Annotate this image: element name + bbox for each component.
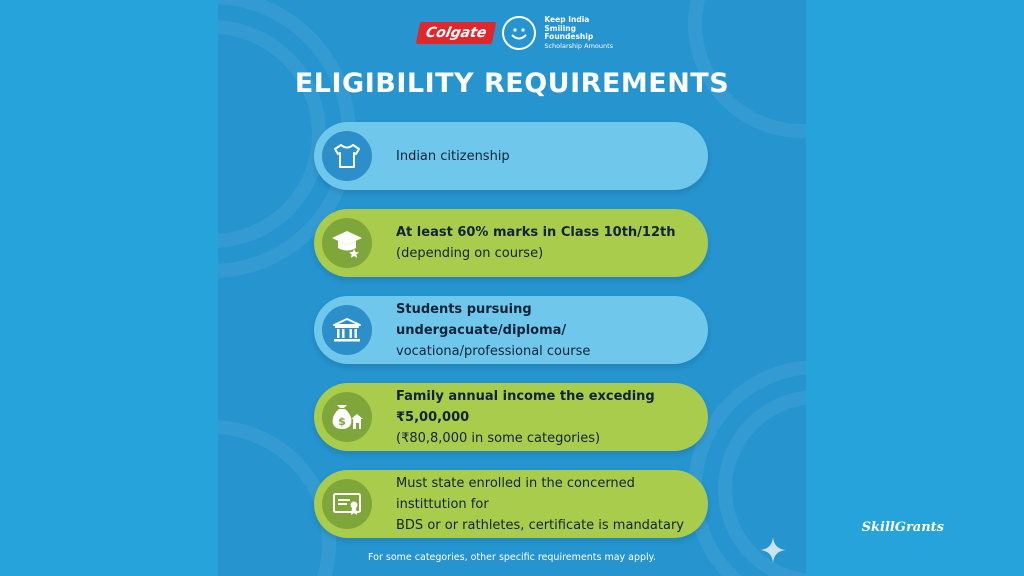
tagline-line: Smiling (544, 23, 576, 33)
decorative-arc (688, 360, 806, 576)
requirement-line: vocationa/professional course (396, 343, 591, 359)
sparkle-icon (759, 536, 787, 564)
requirement-text (396, 470, 696, 538)
requirement-card-citizenship (314, 122, 708, 190)
requirement-card-course (314, 296, 708, 364)
foundation-tagline (544, 16, 613, 50)
tagline-line: Foundeship (544, 32, 594, 41)
requirement-line: Family annual income the exceding ₹5,00,000 (396, 388, 655, 425)
requirement-line: (₹80,8,000 in some categories) (396, 430, 601, 446)
smile-logo-icon (502, 16, 536, 50)
requirement-text (396, 122, 696, 190)
requirement-line: At least 60% marks in Class 10th/12th (396, 225, 676, 240)
infographic-panel (218, 0, 806, 576)
svg-text:$: $ (338, 415, 346, 428)
graduation-cap-icon (322, 218, 372, 268)
requirement-line: Indian citizenship (396, 148, 510, 164)
tagline-subtitle: Scholarship Amounts (544, 41, 614, 50)
money-bag-house-icon (322, 392, 372, 442)
requirement-card-certificate (314, 470, 708, 538)
requirement-line: BDS or or rathletes, certificate is mandatary (396, 517, 684, 533)
requirement-line: Must state enrolled in the concerned instittution for (396, 475, 635, 512)
watermark: SkillGrants (861, 520, 944, 535)
requirement-card-marks (314, 209, 708, 277)
requirement-text (396, 296, 696, 364)
requirement-card-income (314, 383, 708, 451)
certificate-icon (322, 479, 372, 529)
requirement-text (396, 383, 696, 451)
requirement-text (396, 209, 696, 277)
requirement-line: (depending on course) (396, 246, 544, 261)
brand-logo: Colgate (416, 22, 497, 44)
page-title: ELIGIBILITY REQUIREMENTS (294, 68, 730, 99)
institution-icon (322, 305, 372, 355)
requirement-line: Students pursuing undergacuate/diploma/ (396, 301, 567, 338)
shirt-icon (322, 131, 372, 181)
tagline-line: Keep India (544, 15, 590, 24)
header (418, 10, 613, 56)
footnote: For some categories, other specific requirements may apply. (368, 552, 656, 563)
